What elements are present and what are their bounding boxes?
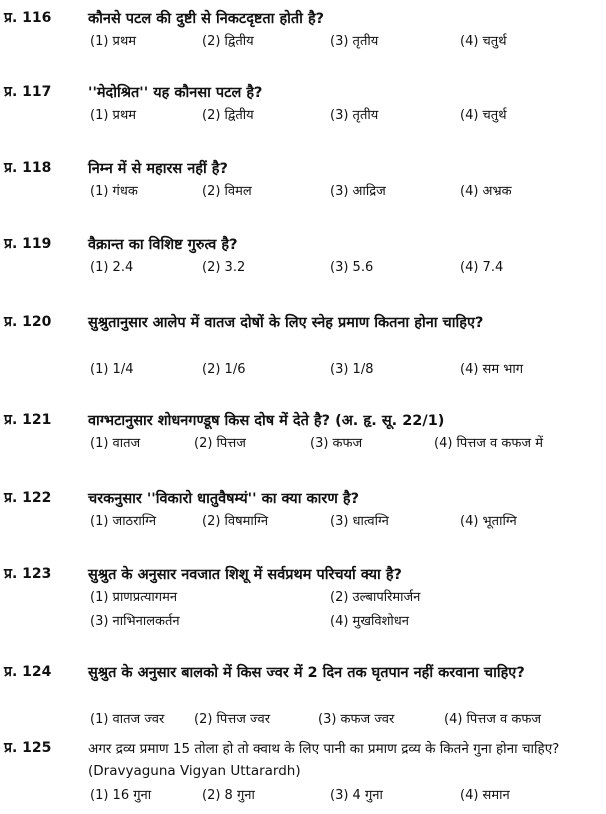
option-4: (4) अभ्रक [460, 184, 512, 199]
option-4: (4) 7.4 [460, 260, 504, 275]
option-3: (3) 5.6 [330, 260, 374, 275]
option-4: (4) चतुर्थ [460, 108, 507, 123]
option-2: (2) द्वितीय [202, 108, 254, 123]
option-3: (3) कफज [310, 436, 363, 451]
option-4: (4) सम भाग [460, 362, 524, 377]
question-number: प्र. 116 [4, 10, 52, 26]
option-4: (4) मुखविशोधन [330, 614, 409, 629]
option-2: (2) द्वितीय [202, 34, 254, 49]
option-3: (3) तृतीय [330, 108, 379, 123]
question-number: प्र. 118 [4, 160, 52, 176]
question-number: प्र. 125 [4, 740, 52, 756]
option-1: (1) गंधक [90, 184, 138, 199]
question-number: प्र. 124 [4, 664, 52, 680]
question-text: सुश्रुत के अनुसार नवजात शिशू में सर्वप्रथम परिचर्या क्या है? [88, 567, 402, 583]
question-text: निम्न में से महारस नहीं है? [88, 161, 228, 177]
option-1: (1) 16 गुना [90, 788, 152, 803]
question-number: प्र. 122 [4, 490, 52, 506]
option-1: (1) वातज [90, 436, 141, 451]
option-1: (1) प्राणप्रत्यागमन [90, 590, 178, 605]
option-3: (3) आद्रिज [330, 184, 386, 199]
question-text: ''मेदोश्रित'' यह कौनसा पटल है? [88, 85, 263, 101]
option-1: (1) 1/4 [90, 362, 134, 377]
question-text: कौनसे पटल की दुष्टी से निकटदृष्टता होती है? [88, 11, 325, 27]
option-1: (1) वातज ज्वर [90, 712, 165, 727]
question-number: प्र. 119 [4, 236, 52, 252]
question-text: अगर द्रव्य प्रमाण 15 तोला हो तो क्वाथ के लिए पानी का प्रमाण द्रव्य के कितने गुना होना चाहिए?(Dravyaguna Vigyan Uttarardh) [88, 741, 560, 779]
question-text: वाग्भटानुसार शोधनगण्डूष किस दोष में देते है? (अ. हृ. सू. 22/1) [88, 413, 445, 429]
option-3: (3) नाभिनालकर्तन [90, 614, 180, 629]
option-2: (2) विमल [202, 184, 252, 199]
option-3: (3) धात्वग्नि [330, 514, 389, 529]
question-number: प्र. 121 [4, 412, 52, 428]
question-number: प्र. 123 [4, 566, 52, 582]
option-2: (2) पित्तज ज्वर [194, 712, 271, 727]
option-4: (4) समान [460, 788, 510, 803]
question-number: प्र. 120 [4, 314, 52, 330]
option-1: (1) जाठराग्नि [90, 514, 157, 529]
option-3: (3) 1/8 [330, 362, 374, 377]
question-text: चरकनुसार ''विकारो धातुवैषम्यं'' का क्या कारण है? [88, 491, 359, 507]
question-text: सुश्रुतानुसार आलेप में वातज दोषों के लिए स्नेह प्रमाण कितना होना चाहिए? [88, 315, 484, 331]
option-4: (4) पित्तज व कफज [444, 712, 542, 727]
option-4: (4) पित्तज व कफज में [434, 436, 543, 451]
option-1: (1) 2.4 [90, 260, 134, 275]
question-number: प्र. 117 [4, 84, 52, 100]
option-1: (1) प्रथम [90, 34, 137, 49]
option-2: (2) 3.2 [202, 260, 246, 275]
option-2: (2) विषमाग्नि [202, 514, 269, 529]
option-2: (2) 8 गुना [202, 788, 255, 803]
option-3: (3) कफज ज्वर [318, 712, 395, 727]
option-2: (2) उल्बापरिमार्जन [330, 590, 421, 605]
option-4: (4) भूताग्नि [460, 514, 517, 529]
option-2: (2) 1/6 [202, 362, 246, 377]
question-text: वैक्रान्त का विशिष्ट गुरुत्व है? [88, 237, 238, 253]
option-3: (3) तृतीय [330, 34, 379, 49]
question-text: सुश्रुत के अनुसार बालको में किस ज्वर में 2 दिन तक घृतपान नहीं करवाना चाहिए? [88, 665, 525, 681]
option-1: (1) प्रथम [90, 108, 137, 123]
option-4: (4) चतुर्थ [460, 34, 507, 49]
option-3: (3) 4 गुना [330, 788, 383, 803]
option-2: (2) पित्तज [194, 436, 246, 451]
